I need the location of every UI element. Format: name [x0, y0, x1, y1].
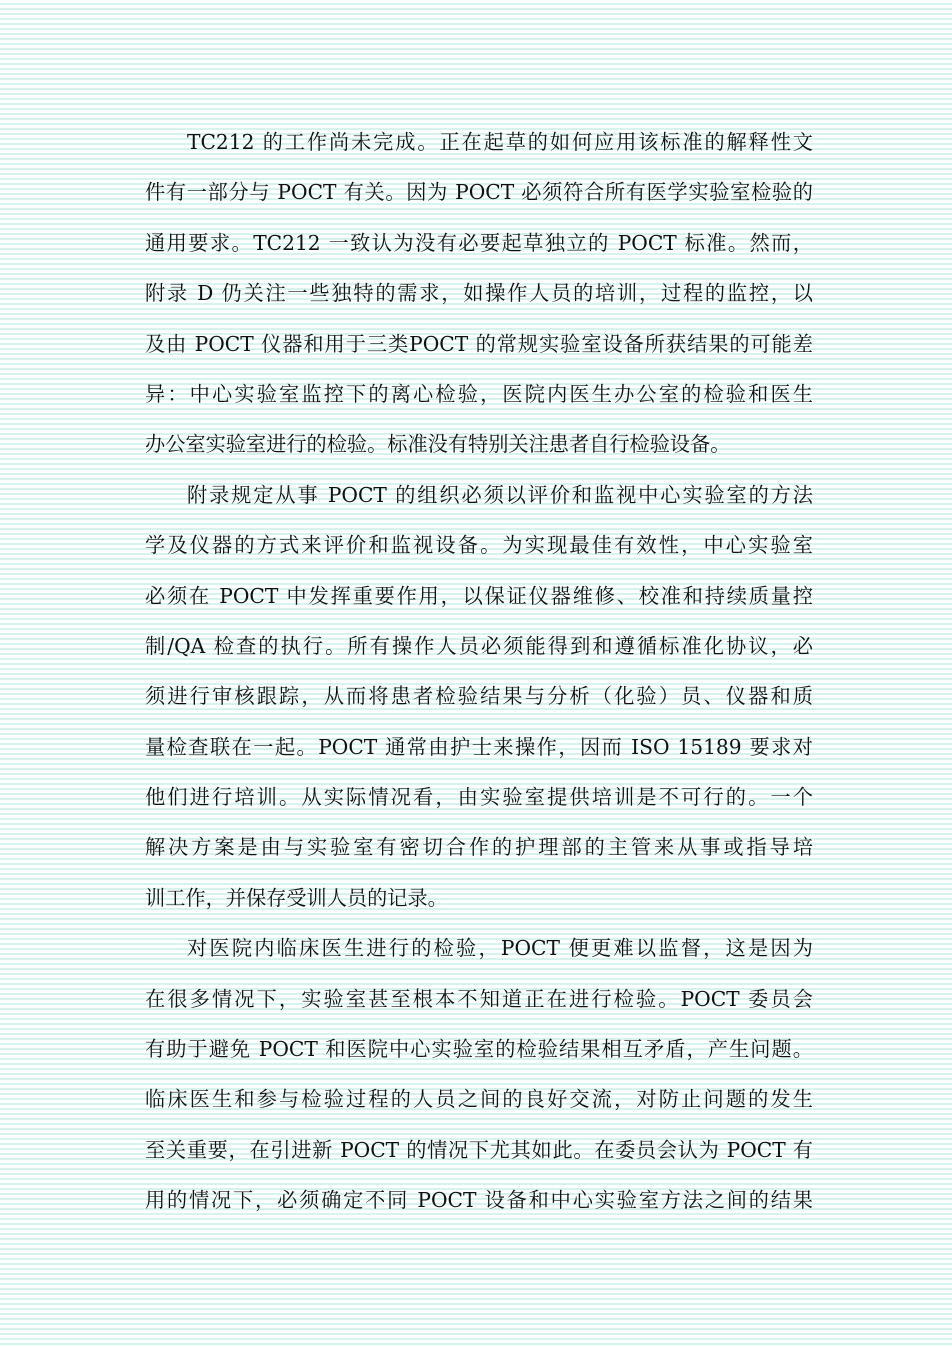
document-page: [145, 124, 813, 1233]
text-line: 有助于避免 POCT 和医院中心实验室的检验结果相互矛盾，产生问题。: [145, 1037, 813, 1062]
text-line: 附录 D 仍关注一些独特的需求，如操作人员的培训，过程的监控，以: [145, 281, 813, 306]
text-line: 他们进行培训。从实际情况看，由实验室提供培训是不可行的。一个: [145, 785, 813, 810]
text-line: 异：中心实验室监控下的离心检验，医院内医生办公室的检验和医生: [145, 381, 813, 406]
text-line: 通用要求。TC212 一致认为没有必要起草独立的 POCT 标准。然而，: [145, 230, 813, 255]
text-line: 及由 POCT 仪器和用于三类POCT 的常规实验室设备所获结果的可能差: [145, 331, 813, 356]
text-line: 解决方案是由与实验室有密切合作的护理部的主管来从事或指导培: [145, 835, 813, 860]
text-line: 对医院内临床医生进行的检验，POCT 便更难以监督，这是因为: [187, 936, 813, 961]
text-line: 须进行审核跟踪，从而将患者检验结果与分析（化验）员、仪器和质: [145, 684, 813, 709]
text-line: 学及仪器的方式来评价和监视设备。为实现最佳有效性，中心实验室: [145, 533, 813, 558]
text-line: 制/QA 检查的执行。所有操作人员必须能得到和遵循标准化协议，必: [145, 633, 813, 658]
paragraph-1: [145, 124, 813, 477]
paragraph-3: [145, 930, 813, 1232]
text-line: 至关重要，在引进新 POCT 的情况下尤其如此。在委员会认为 POCT 有: [145, 1137, 813, 1162]
text-line: 办公室实验室进行的检验。标准没有特别关注患者自行检验设备。: [145, 432, 731, 457]
text-line: 在很多情况下，实验室甚至根本不知道正在进行检验。POCT 委员会: [145, 986, 813, 1011]
text-line: 临床医生和参与检验过程的人员之间的良好交流，对防止问题的发生: [145, 1087, 813, 1112]
text-line: 训工作，并保存受训人员的记录。: [145, 885, 448, 910]
text-line: 量检查联在一起。POCT 通常由护士来操作，因而 ISO 15189 要求对: [145, 734, 813, 759]
text-line: 件有一部分与 POCT 有关。因为 POCT 必须符合所有医学实验室检验的: [145, 180, 813, 205]
paragraph-2: [145, 477, 813, 931]
text-line: TC212 的工作尚未完成。正在起草的如何应用该标准的解释性文: [187, 130, 813, 154]
text-line: 用的情况下，必须确定不同 POCT 设备和中心实验室方法之间的结果: [145, 1188, 813, 1213]
text-line: 必须在 POCT 中发挥重要作用，以保证仪器维修、校准和持续质量控: [145, 583, 813, 608]
text-line: 附录规定从事 POCT 的组织必须以评价和监视中心实验室的方法: [187, 482, 813, 507]
